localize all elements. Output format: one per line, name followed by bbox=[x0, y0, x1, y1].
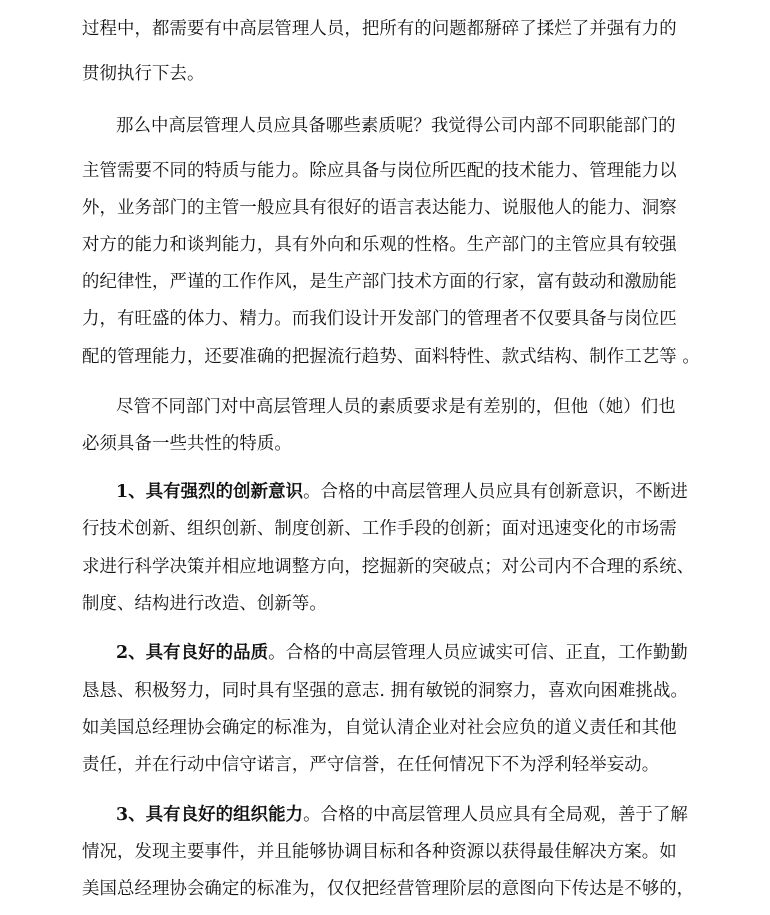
text-line: 恳恳、积极努力，同时具有坚强的意志. 拥有敏锐的洞察力，喜欢向困难挑战。 bbox=[82, 681, 688, 701]
text-line: 外，业务部门的主管一般应具有很好的语言表达能力、说服他人的能力、洞察 bbox=[82, 198, 677, 218]
text-line: 配的管理能力，还要准确的把握流行趋势、面料特性、款式结构、制作工艺等 。 bbox=[82, 347, 700, 367]
item-text: 。合格的中高层管理人员应具有创新意识，不断进 bbox=[303, 482, 688, 502]
text-line: 过程中，都需要有中高层管理人员，把所有的问题都掰碎了揉烂了并强有力的 bbox=[82, 19, 677, 39]
text-line: 求进行科学决策并相应地调整方向，挖掘新的突破点；对公司内不合理的系统、 bbox=[82, 557, 695, 577]
text-line: 尽管不同部门对中高层管理人员的素质要求是有差别的，但他（她）们也 bbox=[116, 397, 676, 417]
text-line: 必须具备一些共性的特质。 bbox=[82, 434, 292, 454]
text-line bbox=[116, 480, 688, 504]
item-text: 。合格的中高层管理人员应具有全局观，善于了解 bbox=[303, 805, 688, 825]
item-heading: 1、具有强烈的创新意识 bbox=[116, 482, 304, 502]
text-line: 主管需要不同的特质与能力。除应具备与岗位所匹配的技术能力、管理能力以 bbox=[82, 161, 677, 181]
text-line bbox=[116, 641, 688, 665]
text-line: 对方的能力和谈判能力，具有外向和乐观的性格。生产部门的主管应具有较强 bbox=[82, 235, 677, 255]
text-line: 责任，并在行动中信守诺言，严守信誉，在任何情况下不为浮利轻举妄动。 bbox=[82, 755, 660, 775]
text-line: 美国总经理协会确定的标准为，仅仅把经营管理阶层的意图向下传达是不够的， bbox=[82, 879, 695, 899]
text-line: 如美国总经理协会确定的标准为，自觉认清企业对社会应负的道义责任和其他 bbox=[82, 718, 677, 738]
item-text: 。合格的中高层管理人员应诚实可信、正直，工作勤勤 bbox=[268, 643, 688, 663]
text-line: 那么中高层管理人员应具备哪些素质呢？我觉得公司内部不同职能部门的 bbox=[116, 116, 676, 136]
text-line: 制度、结构进行改造、创新等。 bbox=[82, 594, 327, 614]
text-line: 情况，发现主要事件，并且能够协调目标和各种资源以获得最佳解决方案。如 bbox=[82, 842, 677, 862]
text-line bbox=[116, 803, 688, 827]
text-line: 的纪律性，严谨的工作作风，是生产部门技术方面的行家，富有鼓动和激励能 bbox=[82, 272, 677, 292]
text-line: 力，有旺盛的体力、精力。而我们设计开发部门的管理者不仅要具备与岗位匹 bbox=[82, 309, 677, 329]
text-line: 贯彻执行下去。 bbox=[82, 64, 205, 84]
item-heading: 2、具有良好的品质 bbox=[116, 643, 269, 663]
item-heading: 3、具有良好的组织能力 bbox=[116, 805, 304, 825]
text-line: 行技术创新、组织创新、制度创新、工作手段的创新；面对迅速变化的市场需 bbox=[82, 519, 677, 539]
